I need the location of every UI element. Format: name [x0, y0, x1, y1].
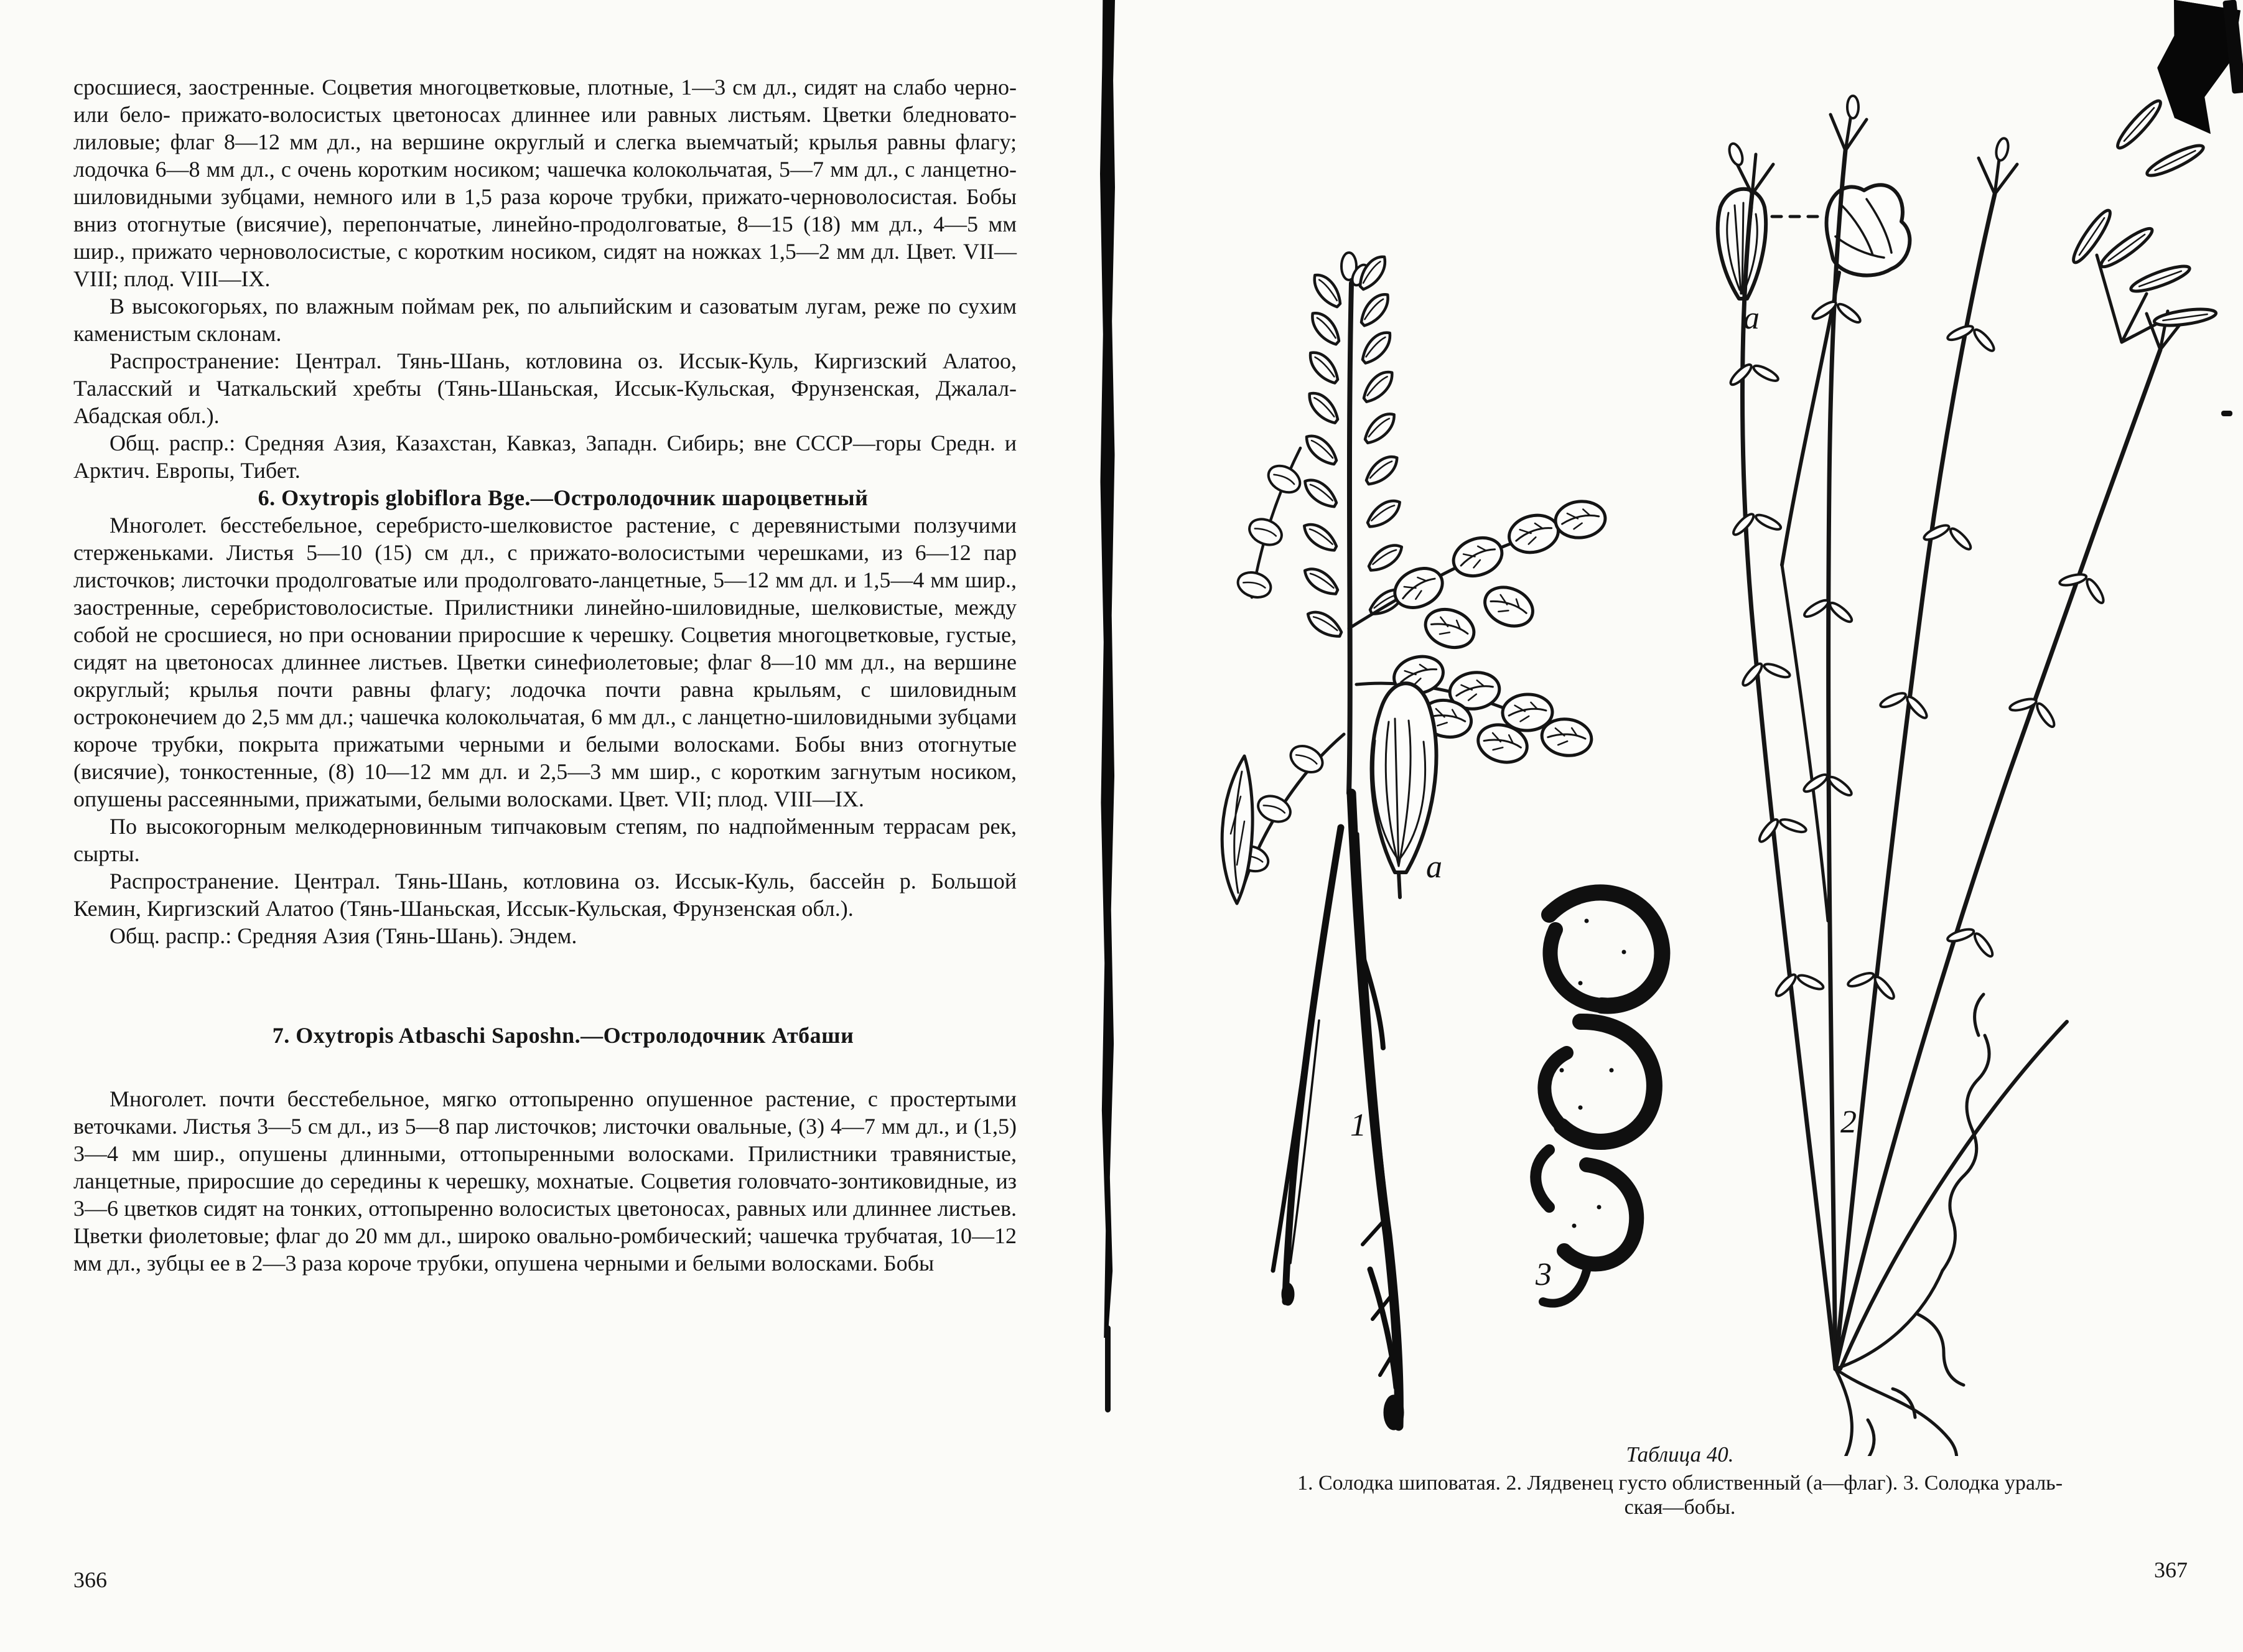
- figure-label-a-top: а: [1743, 301, 1760, 336]
- paragraph: Общ. распр.: Средняя Азия (Тянь-Шань). Эндем.: [110, 923, 577, 948]
- page-number-right: 367: [2154, 1557, 2188, 1582]
- plate-caption: [1182, 1442, 2178, 1519]
- paragraph: Распространение: Централ. Тянь-Шань, котловина оз. Иссык-Куль, Киргизский Алатоо, Таласский и Чаткальский хребты (Тянь-Шаньская, Иссык-Кульская, Фрунзенская, Джалал-Абадская обл.).: [73, 348, 1017, 428]
- paragraph: Многолет. бесстебельное, серебристо-шелковистое растение, с деревянистыми ползучими стерженьками. Листья 5—10 (15) см дл., с прижато-волосистыми черешками, из 6—12 пар листочков; листочки продолговатые или продолговато-ланцетные, 5—12 мм дл. и 1,5—4 мм шир., заостренные, серебристоволосистые. Прилистники линейно-шиловидные, шелковистые, между собой не сросшиеся, но при основании приросшие к черешку. Соцветия многоцветковые, густые, сидят на цветоносах длиннее листьев. Цветки синефиолетовые; флаг 8—10 мм дл., на вершине округлый; крылья почти равны флагу; лодочка почти равна крыльям, с шиловидным остроконечием до 2,5 мм дл.; чашечка колокольчатая, 6 мм дл., с ланцетно-шиловидными зубцами короче трубки, покрыта прижатыми черными и белыми волосками. Бобы вниз отогнутые (висячие), тонкостенные, (8) 10—12 мм дл. и 2,5—3 мм шир., с коротким загнутым носиком, опушены рассеянными, прижатыми, белыми волосками. Цвет. VII; плод. VIII—IX.: [73, 513, 1017, 811]
- page-number-left: 366: [73, 1567, 107, 1592]
- figure-label-1: 1: [1350, 1108, 1366, 1143]
- coiled-pods: [1536, 892, 1662, 1303]
- plant2-roots: [1835, 994, 1989, 1456]
- plate-caption-title: Таблица 40.: [1626, 1442, 1734, 1467]
- botanical-plate-illustration: [1151, 50, 2243, 1456]
- plate-caption-line2: ская—бобы.: [1624, 1496, 1736, 1519]
- page-gutter-shadow-tail: [1105, 1325, 1111, 1412]
- plant2-stems: [1727, 96, 2217, 1369]
- paragraph: Многолет. почти бесстебельное, мягко оттопыренно опушенное растение, с простертыми веточками. Листья 3—5 см дл., из 5—8 пар листочков; листочки овальные, (3) 4—7 мм дл., и (1,5) 3—4 мм шир., опушены длинными, оттопыренными волосками. Прилистники травянистые, ланцетные, приросшие до середины к черешку, мохнатые. Соцветия головчато-зонтиковидные, из 3—6 цветков сидят на тонких, оттопыренно волосистых цветоносах, равных или длиннее листьев. Цветки фиолетовые; флаг до 20 мм дл., широко овально-ромбический; чашечка трубчатая, 10—12 мм дл., зубцы ее в 2—3 раза короче трубки, опушена черными и белыми волосками. Бобы: [73, 1086, 1017, 1276]
- figure-label-a-left: а: [1426, 849, 1442, 885]
- paragraph: Распространение. Централ. Тянь-Шань, котловина оз. Иссык-Куль, бассейн р. Большой Кемин, Киргизский Алатоо (Тянь-Шаньская, Иссык-Кульская, Фрунзенская обл.).: [73, 869, 1017, 921]
- figure-label-3: 3: [1536, 1257, 1552, 1292]
- paragraph: сросшиеся, заостренные. Соцветия многоцветковые, плотные, 1—3 см дл., сидят на слабо черно- или бело- прижато-волосистых цветоносах длиннее или равных листьям. Цветки бледновато-лиловые; флаг 8—12 мм дл., на вершине округлый и слегка выемчатый; крылья равны флагу; лодочка 6—8 мм дл., с очень коротким носиком; чашечка колокольчатая, 5—7 мм дл., с ланцетно-шиловидными зубцами, немного или в 1,5 раза короче трубки, прижато-черноволосистая. Бобы вниз отогнутые (висячие), перепончатые, линейно-продолговатые, 8—15 (18) мм дл., 4—5 мм шир., прижато черноволосистые, с коротким носиком, сидят на ножках 1,5—2 мм дл. Цвет. VII—VIII; плод. VIII—IX.: [73, 75, 1017, 291]
- figure-label-2: 2: [1840, 1104, 1857, 1140]
- plant1-lower-stems: [1273, 793, 1404, 1430]
- paragraph: Общ. распр.: Средняя Азия, Казахстан, Кавказ, Западн. Сибирь; вне СССР—горы Средн. и Арктич. Европы, Тибет.: [73, 431, 1017, 483]
- page-gutter-shadow: [1100, 0, 1115, 1338]
- paragraph: В высокогорьях, по влажным поймам рек, по альпийским и сазоватым лугам, реже по сухим каменистым склонам.: [73, 294, 1017, 346]
- left-page-text-column: [73, 73, 1017, 1277]
- species-heading-7: 7. Oxytropis Atbaschi Saposhn.—Остролодочник Атбаши: [272, 1023, 854, 1048]
- paragraph: По высокогорным мелкодерновинным типчаковым степям, по надпойменным террасам рек, сырты.: [73, 814, 1017, 866]
- plate-caption-line1: 1. Солодка шиповатая. 2. Лядвенец густо облиственный (а—флаг). 3. Солодка ураль-: [1297, 1472, 2063, 1495]
- species-heading-6: 6. Oxytropis globiflora Bge.—Остролодочник шароцветный: [258, 485, 869, 510]
